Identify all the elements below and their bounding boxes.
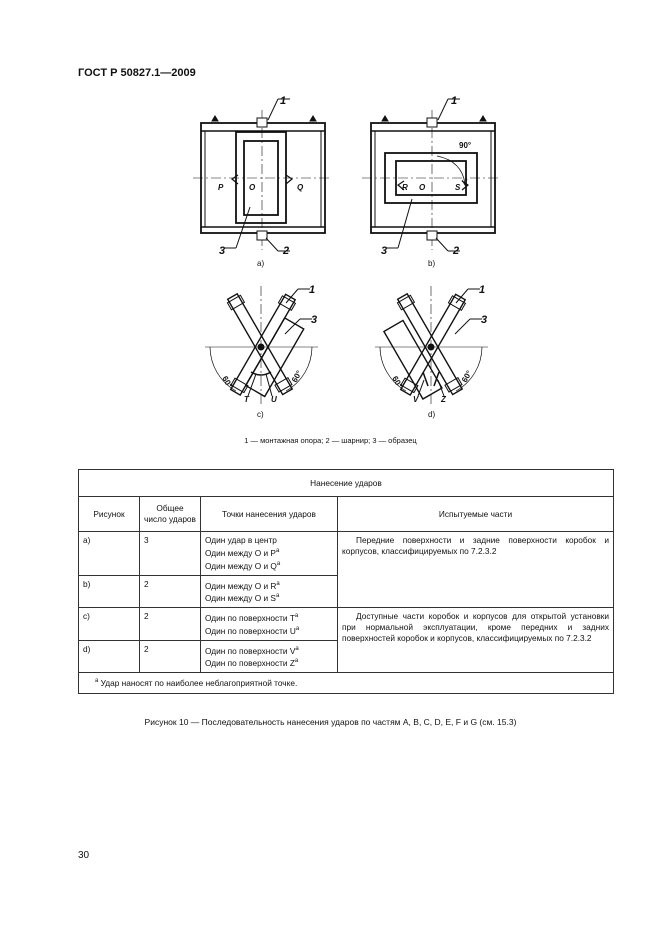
point-line: Один по поверхности U xyxy=(205,625,296,636)
row-d-points xyxy=(201,640,338,673)
footnote-mark: a xyxy=(295,625,300,632)
col-header-parts: Испытуемые части xyxy=(338,497,614,532)
sublabel-d: d) xyxy=(428,410,436,419)
table-footnote: Удар наносят по наиболее неблагоприятной точке. xyxy=(100,677,298,688)
parts-cd-text: Доступные части коробок и корпусов для открытой установки при нормальной эксплуатации, кроме передних и задних поверхностей коробок и корпусов, классифицируемых по 7.2.3.2 xyxy=(342,611,609,644)
callout-3-a: 3 xyxy=(219,245,226,257)
parts-ab xyxy=(338,532,614,608)
sublabel-a: a) xyxy=(257,259,265,268)
footnote-mark: a xyxy=(294,613,299,620)
point-u: U xyxy=(271,395,277,404)
point-line: Один по поверхности Z xyxy=(205,658,295,669)
point-z: Z xyxy=(441,395,446,404)
point-line: Один между O и S xyxy=(205,593,276,604)
figure-d-drawing xyxy=(375,286,488,405)
col-header-count: Общее число ударов xyxy=(140,497,201,532)
point-v: V xyxy=(413,395,419,404)
point-line: Один по поверхности V xyxy=(205,645,296,656)
angle-60-right-d: 60° xyxy=(459,369,474,384)
point-line: Один удар в центр xyxy=(205,535,277,545)
callout-1-b: 1 xyxy=(451,95,458,107)
page-number: 30 xyxy=(78,850,90,861)
figure-caption: Рисунок 10 — Последовательность нанесения ударов по частям А, В, С, D, E, F и G (см. 15.3) xyxy=(144,717,517,727)
figure-a-drawing xyxy=(193,99,330,251)
impacts-table xyxy=(78,469,614,694)
angle-90-label: 90° xyxy=(459,141,472,150)
impact-diagram-figure xyxy=(0,0,661,460)
figure-b-drawing xyxy=(362,99,500,251)
table-footnote-row xyxy=(79,673,614,694)
point-t: T xyxy=(244,395,249,404)
footnote-mark: a xyxy=(276,560,281,567)
row-b-count: 2 xyxy=(140,575,201,608)
callout-2-b: 2 xyxy=(453,245,460,257)
angle-60-left-d: 60° xyxy=(390,374,405,390)
document-header: ГОСТ Р 50827.1—2009 xyxy=(78,67,196,79)
row-c-points xyxy=(201,608,338,641)
point-s: S xyxy=(455,183,461,192)
figure-legend: 1 — монтажная опора; 2 — шарнир; 3 — образец xyxy=(244,436,417,445)
point-o-b: O xyxy=(419,183,426,192)
row-b-points xyxy=(201,575,338,608)
callout-1-c: 1 xyxy=(309,284,316,296)
footnote-mark: a xyxy=(295,645,299,652)
callout-3-d: 3 xyxy=(481,314,488,326)
col-header-points: Точки нанесения ударов xyxy=(201,497,338,532)
footnote-mark: a xyxy=(95,678,99,685)
row-c-figure: c) xyxy=(79,608,140,641)
parts-cd xyxy=(338,608,614,673)
callout-3-b: 3 xyxy=(381,245,388,257)
point-q: Q xyxy=(297,183,304,192)
row-c-count: 2 xyxy=(140,608,201,641)
sublabel-c: c) xyxy=(257,410,264,419)
table-row xyxy=(79,532,614,576)
row-a-count: 3 xyxy=(140,532,201,576)
row-a-points xyxy=(201,532,338,576)
parts-ab-text: Передние поверхности и задние поверхности коробок и корпусов, классифицируемых по 7.2.3.2 xyxy=(342,535,609,556)
point-p: P xyxy=(218,183,224,192)
row-d-count: 2 xyxy=(140,640,201,673)
callout-1-a: 1 xyxy=(280,95,287,107)
angle-60-right-c: 60° xyxy=(289,369,304,384)
col-header-figure: Рисунок xyxy=(79,497,140,532)
footnote-mark: a xyxy=(276,580,280,587)
point-line: Один между O и Q xyxy=(205,560,277,571)
callout-3-c: 3 xyxy=(311,314,318,326)
callout-2-a: 2 xyxy=(283,245,290,257)
sublabel-b: b) xyxy=(428,259,436,268)
callout-1-d: 1 xyxy=(479,284,486,296)
point-line: Один по поверхности T xyxy=(205,612,295,623)
angle-60-left-c: 60° xyxy=(220,374,235,390)
point-o-a: O xyxy=(249,183,256,192)
footnote-mark: a xyxy=(275,548,280,554)
table-title: Нанесение ударов xyxy=(79,470,614,497)
figure-c-drawing xyxy=(205,286,318,405)
row-a-figure: a) xyxy=(79,532,140,576)
footnote-mark: a xyxy=(294,658,299,665)
row-b-figure: b) xyxy=(79,575,140,608)
table-row xyxy=(79,608,614,641)
footnote-mark: a xyxy=(275,593,280,600)
point-line: Один между O и P xyxy=(205,547,276,558)
point-line: Один между O и R xyxy=(205,580,277,591)
point-r: R xyxy=(402,183,408,192)
row-d-figure: d) xyxy=(79,640,140,673)
